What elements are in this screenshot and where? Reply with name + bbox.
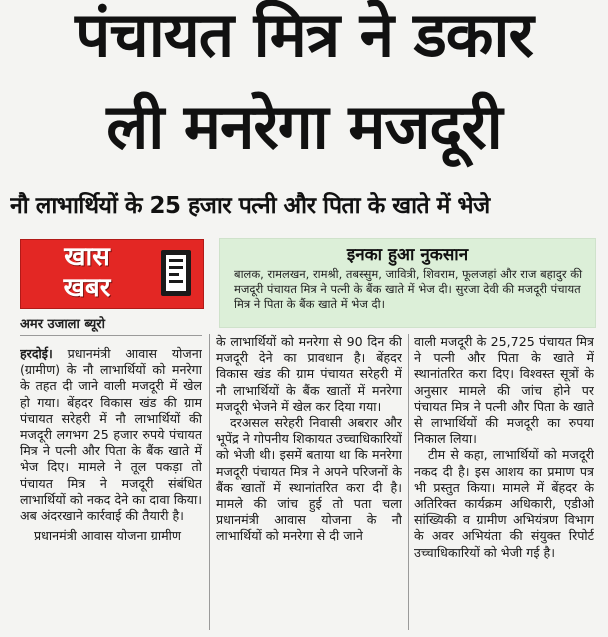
subheadline: नौ लाभार्थियों के 25 हजार पत्नी और पिता के खाते में भेजे [10, 193, 490, 219]
paragraph-text: प्रधानमंत्री आवास योजना (ग्रामीण) के नौ लाभार्थियों को मनरेगा के तहत दी जाने वाली मजदूरी में खेल हो गया। बेंहदर विकास खंड की ग्राम पंचायत सरेहरी में नौ लाभार्थियों की मजदूरी लगभग 25 हजार रुपये पंचायत मित्र ने पत्नी और पिता के बैंक खाते में भेज दिए। मामले ने तूल पकड़ा तो पंचायत मित्र ने मजदूरी संबंधित लाभार्थियों को नकद देने का दावा किया। अब अंदरखाने कार्रवाई की तैयारी है। [20, 346, 202, 524]
article-column-3 [414, 334, 594, 636]
byline: अमर उजाला ब्यूरो [20, 317, 105, 332]
khas-khabar-badge [20, 239, 204, 309]
badge-line-1: खास [64, 242, 110, 272]
article-paragraph [20, 346, 202, 524]
byline-divider [20, 335, 202, 336]
article-paragraph: दरअसल सरेहरी निवासी अबरार और भूपेंद्र ने गोपनीय शिकायत उच्चाधिकारियों को भेजी थी। इसमें बताया था कि मनरेगा मजदूरी पंचायत मित्र ने अपने परिजनों के बैंक खातों में स्थानांतरित करा दी है। मामले की जांच हुई तो पता चला प्रधानमंत्री आवास योजना के नौ लाभार्थियों को मनरेगा से दी जाने [216, 415, 402, 544]
article-paragraph: प्रधानमंत्री आवास योजना ग्रामीण [34, 528, 181, 544]
dateline: हरदोई। [20, 346, 53, 361]
article-paragraph: टीम से कहा, लाभार्थियों को मजदूरी नकद दी है। इस आशय का प्रमाण पत्र भी प्रस्तुत किया। मामले में बेंहदर के अतिरिक्त कार्यक्रम अधिकारी, एडीओ सांख्यिकी व ग्रामीण अभियंत्रण विभाग के अवर अभियंता की संयुक्त रिपोर्ट उच्चाधिकारियों को भेजी गई है। [414, 447, 594, 560]
headline-line-1: पंचायत मित्र ने डकार [75, 0, 533, 71]
newspaper-icon [161, 250, 191, 296]
badge-label [27, 242, 147, 304]
headline-line-2: ली मनरेगा मजदूरी [106, 90, 502, 163]
article-paragraph: के लाभार्थियों को मनरेगा से 90 दिन की मजदूरी देने का प्रावधान है। बेंहदर विकास खंड की ग्राम पंचायत सरेहरी में नौ लाभार्थियों के बैंक खातों में मनरेगा मजदूरी भेजने में खेल कर दिया गया। [216, 334, 402, 414]
article-column-2 [216, 334, 402, 636]
loss-box-title: इनका हुआ नुकसान [346, 245, 469, 265]
badge-line-2: खबर [63, 273, 111, 303]
loss-box-text: बालक, रामलखन, रामश्री, तबस्सुम, जावित्री, शिवराम, फूलजहां और राज बहादुर की मजदूरी पंचायत मित्र ने पत्नी के बैंक खाते में भेज दी। सुरजा देवी की मजदूरी पंचायत मित्र ने पिता के बैंक खाते में भेज दी। [234, 267, 583, 311]
column-divider-2 [408, 334, 409, 630]
loss-info-box [219, 238, 596, 328]
column-divider-1 [209, 334, 210, 630]
article-paragraph: वाली मजदूरी के 25,725 पंचायत मित्र ने पत्नी और पिता के खाते में स्थानांतरित करा दिए। विश्वस्त सूत्रों के अनुसार मामले की जांच होने पर पंचायत मित्र ने पत्नी और पिता के खाते से लाभार्थियों की मजदूरी का रुपया निकाल लिया। [414, 334, 594, 447]
article-column-1 [20, 346, 202, 636]
